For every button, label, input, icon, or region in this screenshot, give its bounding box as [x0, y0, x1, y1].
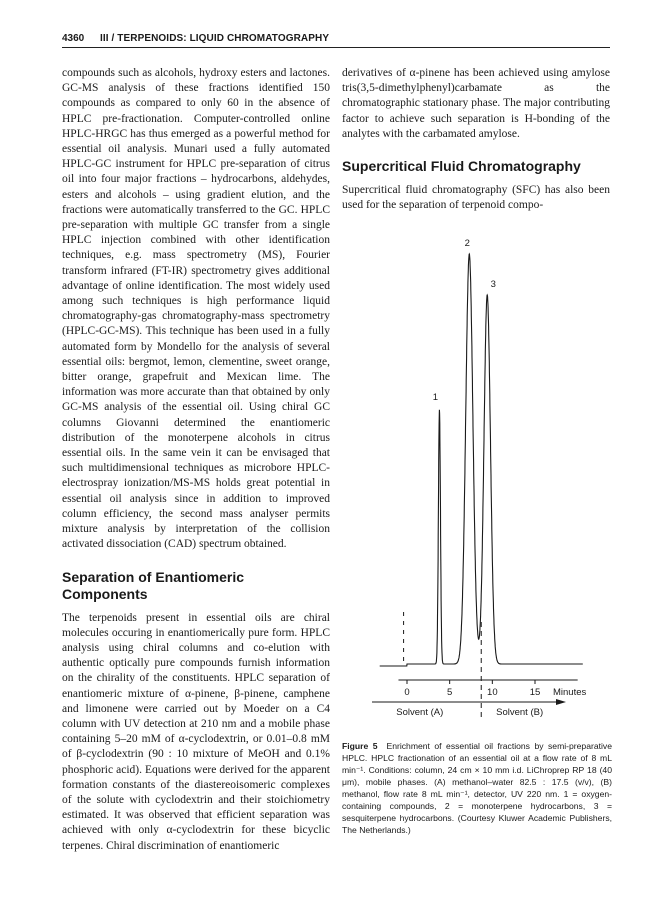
figure-caption — [342, 740, 612, 836]
x-axis-label: Minutes — [553, 687, 587, 698]
right-paragraph-2: Supercritical fluid chromatography (SFC) has also been used for the separation of terpenoid compo- — [342, 184, 610, 212]
left-paragraph-2: The terpenoids present in essential oils are chiral molecules occuring in enantiomerically pure form. HPLC analysis using chiral columns and co-elution with authentic optically pure compounds furnish information on the chirality of the constituents. HPLC separation of enantiomeric mixture of α-pinene, β-pinene, camphene and limonene were carried out by Moeder on a C4 column with UV detection at 210 nm and a mobile phase containing 5–20 mM of α-cyclodextrin, or 0.01–0.8 mM of β-cyclodextrin (90 : 10 mixture of MeOH and 0.1% phosphoric acid). Equations were derived for the apparent formation constants of the diastereoisomeric complexes of the solute with cyclodextrin and their stoichiometry estimated. It was observed that efficient separation was achieved with only α-cyclodextrin for these bicyclic terpenes. Chiral discrimination of enantiomeric — [62, 611, 330, 852]
solvent-a-label: Solvent (A) — [396, 707, 444, 718]
figure-caption-text: Enrichment of essential oil fractions by semi-preparative HPLC. HPLC fractionation of an essential oil at a flow rate of 8 mL min⁻¹. Conditions: column, 24 cm × 10 mm i.d. LiChroprep RP 18 (40 μm), mobile phases. (A) methanol–water 82.5 : 17.5 (v/v), (B) methanol, flow rate 8 mL min⁻¹, detector, UV 220 nm. 1 = oxygen-containing compounds, 2 = monoterpene hydrocarbons, 3 = sesquiterpene hydrocarbons. (Courtesy Kluwer Academic Publishers, The Netherlands.) — [342, 741, 612, 835]
running-head: III / TERPENOIDS: LIQUID CHROMATOGRAPHY — [100, 33, 330, 44]
x-tick-label-3: 15 — [529, 687, 541, 698]
x-tick-label-0: 0 — [404, 687, 410, 698]
right-column — [342, 66, 610, 213]
x-axis-ticks — [404, 680, 540, 698]
left-column — [62, 66, 330, 854]
solvent-b-label: Solvent (B) — [496, 707, 544, 718]
right-paragraph-1: derivatives of α-pinene has been achieved using amylose tris(3,5-dimethylphenyl)carbamate as the chromatographic stationary phase. The major contributing factor to achieve such separation is H-bonding of the analytes with the carbamated amylose. — [342, 67, 610, 140]
peak-label-3: 3 — [490, 279, 496, 290]
solvent-arrowhead — [556, 699, 566, 705]
peak-label-1: 1 — [432, 391, 439, 403]
page-number: 4360 — [62, 33, 85, 44]
page-header — [62, 33, 610, 48]
figure-caption-label: Figure 5 — [342, 741, 378, 751]
chromatogram-trace — [380, 254, 583, 666]
x-tick-label-1: 5 — [447, 687, 453, 698]
section-heading-sfc: Supercritical Fluid Chromatography — [342, 158, 581, 175]
chromatogram-chart — [342, 232, 610, 732]
peak-label-2: 2 — [464, 238, 470, 249]
chromatogram-figure — [342, 232, 610, 732]
left-paragraph-1: compounds such as alcohols, hydroxy esters and lactones. GC-MS analysis of these fractions identified 150 compounds as compared to only 60 in the absence of HPLC pre-fractionation. Computer-controlled online HPLC-HRGC has thus emerged as a powerful method for essential oil analysis. Munari used a fully automated HPLC-GC instrument for HPLC pre-separation of citrus oil into four major fractions – hydrocarbons, aldehydes, esters and alcohols – using gradient elution, and the fractions were automatically transferred to the GC. HPLC pre-separation with multiple GC transfer from a single HPLC injection combined with other identification techniques, e.g. mass spectrometry (MS), Fourier transform infrared (FT-IR) spectrometry gives additional advantage of online identification. The most widely used among such techniques is high performance liquid chromatography-gas chromatography-mass spectrometry (HPLC-GC-MS). This technique has been used in a fully automated form by Mondello for the analysis of several essential oils: bergmot, lemon, clementine, sweet orange, bitter orange, grapefruit and Mexican lime. The information was more accurate than that obtained by only GC-MS analysis of the essential oil. Using chiral GC columns Giovanni determined the enantiomeric distribution of the monoterpene alcohols in citrus essential oils. In the same vein it can be envisaged that such multidimensional techniques as microbore HPLC-electrospray ionization/MS-MS holds great potential in essential oil analysis since in addition to improved column efficiency, the second mass analyser permits mixture analysis by interpretation of the collision activated dissociation (CAD) spectrum obtained. — [62, 67, 330, 551]
section-heading-enantiomeric: Separation of Enantiomeric Components — [62, 568, 245, 602]
x-tick-label-2: 10 — [487, 687, 498, 698]
